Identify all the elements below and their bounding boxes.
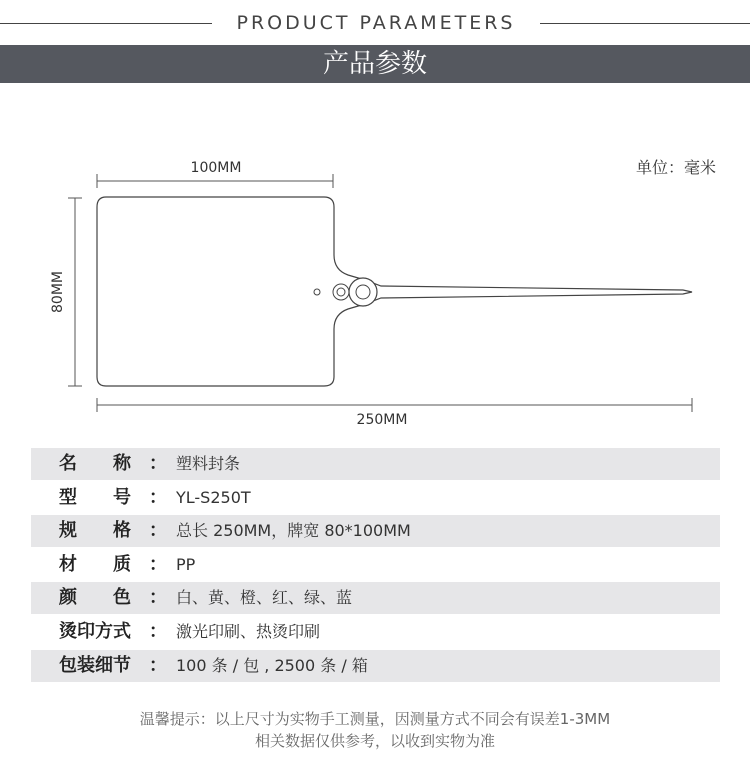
spec-value: YL-S250T [176, 487, 251, 507]
measurement-note: 温馨提示：以上尺寸为实物手工测量，因测量方式不同会有误差1-3MM [139, 710, 611, 728]
spec-label: 颜 色 [59, 587, 131, 609]
tag-hole-small [314, 289, 320, 295]
seal-tag-diagram [0, 150, 750, 440]
length-dimension-line [97, 398, 692, 412]
header-divider-left [0, 23, 212, 24]
tag-lock-core [356, 285, 370, 299]
spec-row-packaging [31, 650, 720, 682]
spec-value: 白、黄、橙、红、绿、蓝 [176, 588, 353, 608]
spec-colon: ： [149, 587, 167, 609]
width-dimension-line [97, 174, 333, 188]
spec-colon: ： [149, 453, 167, 474]
spec-colon: ： [149, 553, 167, 575]
spec-value: 100 条 / 包 , 2500 条 / 箱 [176, 655, 368, 675]
tag-plate [97, 197, 692, 386]
reference-note: 相关数据仅供参考，以收到实物为准 [254, 732, 495, 750]
tag-hole-ring-inner [337, 288, 345, 296]
spec-row-color [31, 582, 720, 614]
spec-colon: ： [149, 654, 167, 676]
spec-row-model [31, 482, 720, 514]
height-dimension-line [68, 198, 82, 386]
spec-label: 包装细节 [59, 654, 131, 676]
length-dimension-label: 250MM [356, 412, 408, 428]
spec-row-material [31, 549, 720, 581]
unit-label: 单位：毫米 [636, 158, 717, 177]
width-dimension-label: 100MM [190, 160, 242, 176]
spec-label: 烫印方式 [59, 620, 131, 642]
spec-label: 规 格 [59, 520, 131, 542]
spec-label: 名 称 [59, 453, 131, 474]
spec-value: 塑料封条 [176, 454, 241, 473]
spec-row-name [31, 448, 720, 480]
spec-value: 激光印刷、热烫印刷 [176, 621, 321, 641]
header-title-en: PRODUCT PARAMETERS [236, 12, 516, 34]
spec-label: 型 号 [59, 486, 131, 508]
spec-colon: ： [149, 620, 167, 642]
header-title-cn: 产品参数 [322, 49, 427, 79]
spec-row-size [31, 515, 720, 547]
spec-row-printing [31, 616, 720, 648]
spec-table [31, 448, 720, 683]
spec-value: PP [176, 554, 196, 574]
spec-colon: ： [149, 486, 167, 508]
header-divider-right [540, 23, 750, 24]
spec-colon: ： [149, 520, 167, 542]
height-dimension-label: 80MM [50, 271, 66, 313]
spec-value: 总长 250MM，牌宽 80*100MM [176, 521, 411, 541]
spec-label: 材 质 [59, 553, 131, 575]
